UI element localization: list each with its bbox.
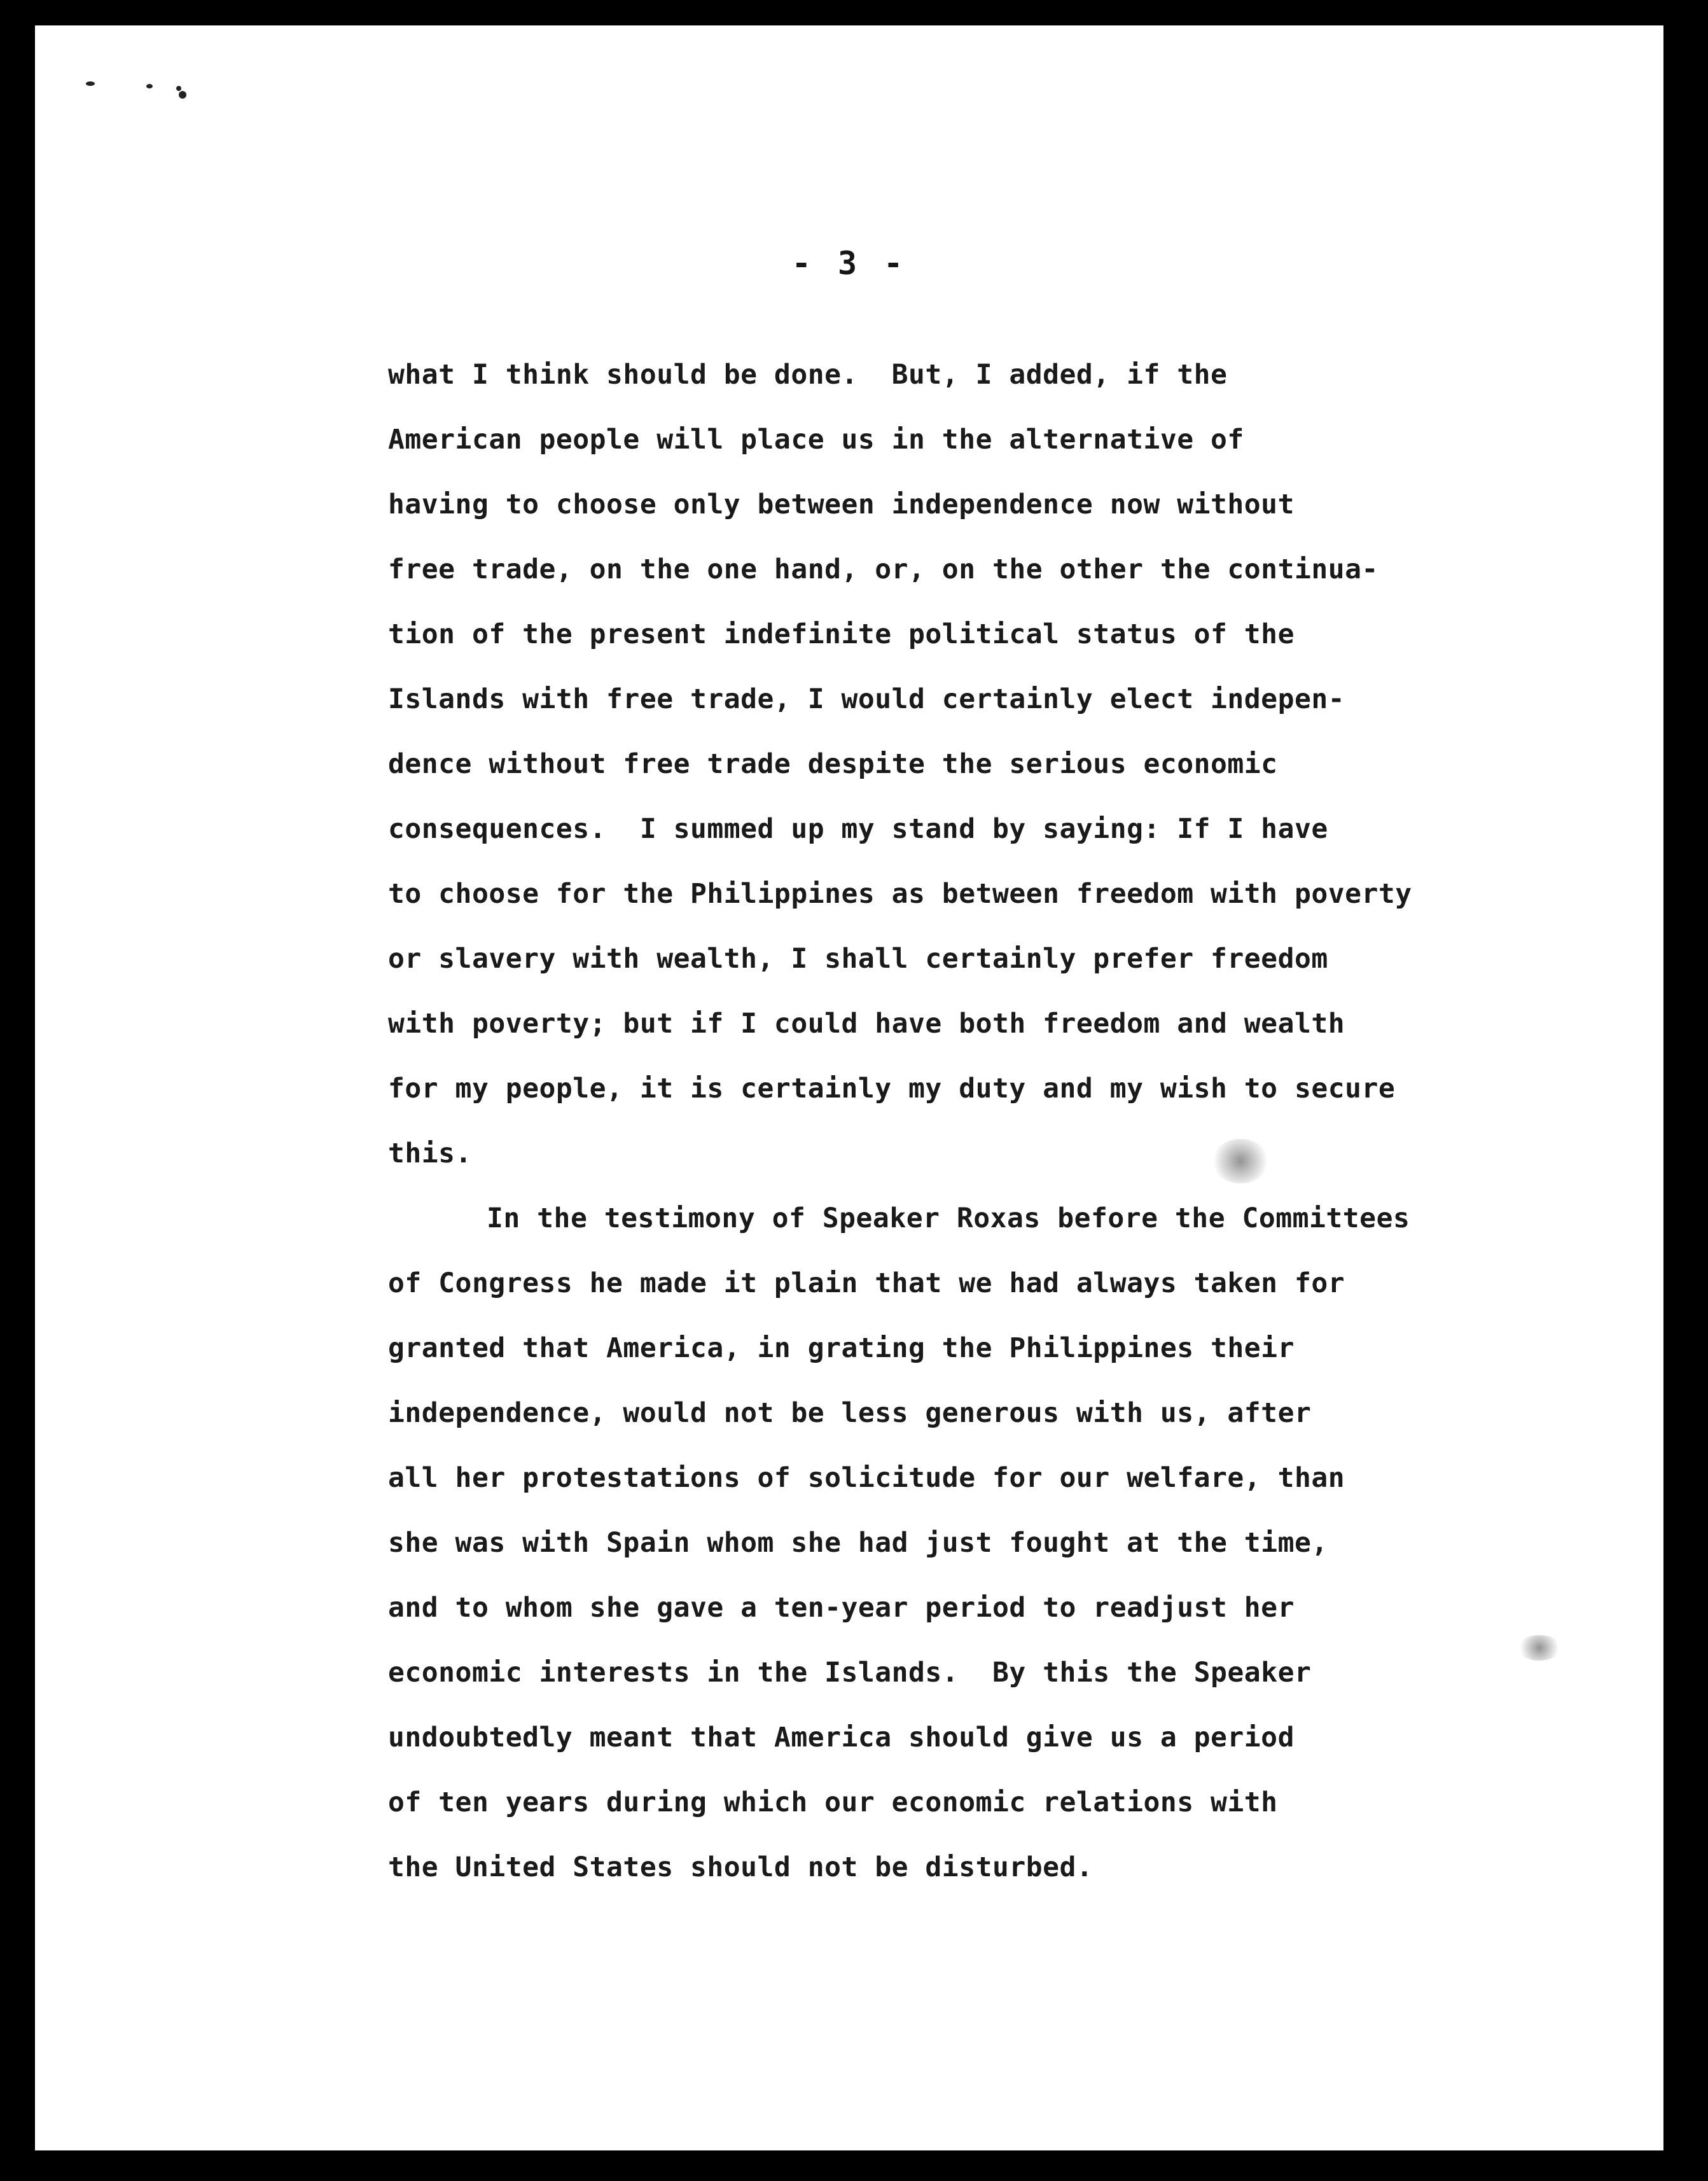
text-line: consequences. I summed up my stand by saying: If I have	[388, 813, 1328, 845]
text-line: Islands with free trade, I would certainly elect indepen-	[388, 683, 1345, 715]
text-line: all her protestations of solicitude for our welfare, than	[388, 1462, 1345, 1494]
text-line: with poverty; but if I could have both freedom and wealth	[388, 1008, 1345, 1040]
text-line: undoubtedly meant that America should give us a period	[388, 1722, 1295, 1753]
text-line: the United States should not be disturbed.	[388, 1851, 1094, 1883]
scan-speck	[179, 91, 186, 99]
text-line: dence without free trade despite the serious economic	[388, 748, 1278, 780]
text-line: In the testimony of Speaker Roxas before the Committees	[487, 1202, 1410, 1234]
text-line: she was with Spain whom she had just fought at the time,	[388, 1527, 1328, 1559]
scan-speck	[176, 86, 181, 91]
text-line: tion of the present indefinite political status of the	[388, 618, 1295, 650]
text-line: for my people, it is certainly my duty and my wish to secure	[388, 1073, 1396, 1104]
body-text	[388, 342, 1635, 1900]
text-line: American people will place us in the alternative of	[388, 424, 1244, 456]
text-line: what I think should be done. But, I added, if the	[388, 359, 1228, 391]
scan-speck	[146, 84, 153, 88]
scan-smudge	[1517, 1635, 1562, 1661]
paragraph	[388, 342, 1635, 1186]
text-line: independence, would not be less generous with us, after	[388, 1397, 1312, 1429]
page-number: - 3 -	[791, 245, 907, 282]
text-line: and to whom she gave a ten-year period to readjust her	[388, 1592, 1295, 1624]
text-line: of ten years during which our economic relations with	[388, 1787, 1278, 1818]
scan-speck	[86, 81, 95, 86]
paragraph	[388, 1186, 1635, 1900]
scan-smudge	[1212, 1139, 1269, 1183]
text-line: or slavery with wealth, I shall certainly prefer freedom	[388, 943, 1328, 975]
document-page	[35, 25, 1663, 2150]
text-line: free trade, on the one hand, or, on the other the continua-	[388, 554, 1378, 585]
text-line: this.	[388, 1138, 472, 1169]
text-line: of Congress he made it plain that we had always taken for	[388, 1267, 1345, 1299]
text-line: economic interests in the Islands. By this the Speaker	[388, 1657, 1312, 1689]
text-line: having to choose only between independence now without	[388, 489, 1295, 520]
text-line: granted that America, in grating the Philippines their	[388, 1332, 1295, 1364]
text-line: to choose for the Philippines as between freedom with poverty	[388, 878, 1412, 910]
